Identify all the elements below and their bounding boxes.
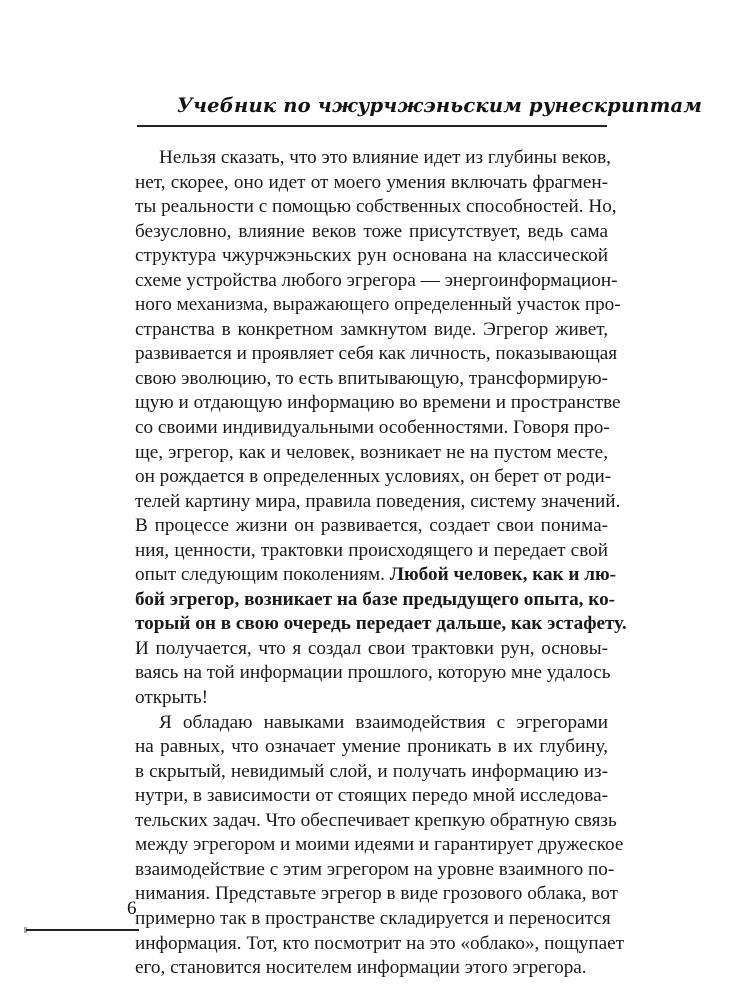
text-line: нет, скорее, оно идет от моего умения включать фрагмен- — [135, 171, 608, 193]
paragraph-1 — [135, 146, 627, 711]
running-header-title: Учебник по чжурчжэньским рунескриптам — [177, 94, 703, 117]
text-line: Нельзя сказать, что это влияние идет из глубины веков, — [159, 147, 611, 168]
text-line-mixed — [135, 563, 617, 588]
text-line: его, становится носителем информации этого эгрегора. — [135, 957, 587, 979]
text-line: Я обладаю навыками взаимодействия с эгрегорами — [159, 711, 608, 733]
text-line: щую и отдающую информацию во времени и пространстве — [135, 392, 621, 414]
text-line: И получается, что я создал свои трактовки рун, основы- — [135, 637, 608, 659]
text-line: структура чжурчжэньских рун основана на классической — [135, 245, 608, 267]
text-line: ще, эгрегор, как и человек, возникает не на пустом месте, — [135, 441, 608, 463]
text-line: примерно так в пространстве складируется и переносится — [135, 907, 611, 929]
text-line: между эгрегором и моими идеями и гарантирует дружеское — [135, 834, 624, 856]
text-line: В процессе жизни он развивается, создает свои понима- — [135, 515, 608, 537]
text-line: на равных, что означает умение проникать в их глубину, — [135, 736, 608, 758]
text-line: ты реальности с помощью собственных способностей. Но, — [135, 196, 617, 218]
body-text — [135, 146, 627, 981]
text-line-bold — [135, 612, 627, 637]
header-rule — [137, 125, 607, 127]
text-line: он рождается в определенных условиях, он берет от роди- — [135, 466, 612, 488]
bold-text-run: торый он в свою очередь передает дальше, как эстафету. — [135, 613, 627, 635]
text-line: схеме устройства любого эгрегора — энергоинформацион- — [135, 269, 618, 291]
text-line: со своими индивидуальными особенностями. Говоря про- — [135, 417, 610, 439]
footer-rule — [26, 929, 139, 931]
text-line: ного механизма, выражающего определенный участок про- — [135, 294, 621, 316]
text-line: ваясь на той информации прошлого, которую мне удалось — [135, 662, 611, 684]
text-line: взаимодействие с этим эгрегором на уровне взаимного по- — [135, 858, 615, 880]
text-line: нутри, в зависимости от стоящих передо мной исследова- — [135, 785, 608, 807]
text-line: тельских задач. Что обеспечивает крепкую обратную связь — [135, 809, 617, 831]
text-line: безусловно, влияние веков тоже присутствует, ведь сама — [135, 220, 608, 242]
text-line: телей картину мира, правила поведения, систему значений. — [135, 490, 621, 512]
text-line-bold — [135, 588, 616, 613]
paragraph-2 — [135, 711, 625, 981]
text-line: странства в конкретном замкнутом виде. Эгрегор живет, — [135, 318, 608, 340]
text-line: развивается и проявляет себя как личность, показывающая — [135, 343, 618, 365]
text-line: открыть! — [135, 687, 209, 709]
text-line: в скрытый, невидимый слой, и получать информацию из- — [135, 760, 608, 782]
text-line: ния, ценности, трактовки происходящего и передает свой — [135, 539, 608, 561]
text-line: свою эволюцию, то есть впитывающую, трансформирую- — [135, 367, 608, 389]
page-number: 6 — [127, 898, 137, 919]
text-line: информация. Тот, кто посмотрит на это «облако», пощупает — [135, 932, 625, 954]
bold-text-run: бой эгрегор, возникает на базе предыдущего опыта, ко- — [135, 588, 616, 610]
text-run: опыт следующим поколениям. — [135, 564, 390, 586]
text-line: нимания. Представьте эгрегор в виде грозового облака, вот — [135, 883, 618, 905]
bold-text-run: Любой человек, как и лю- — [389, 564, 617, 586]
